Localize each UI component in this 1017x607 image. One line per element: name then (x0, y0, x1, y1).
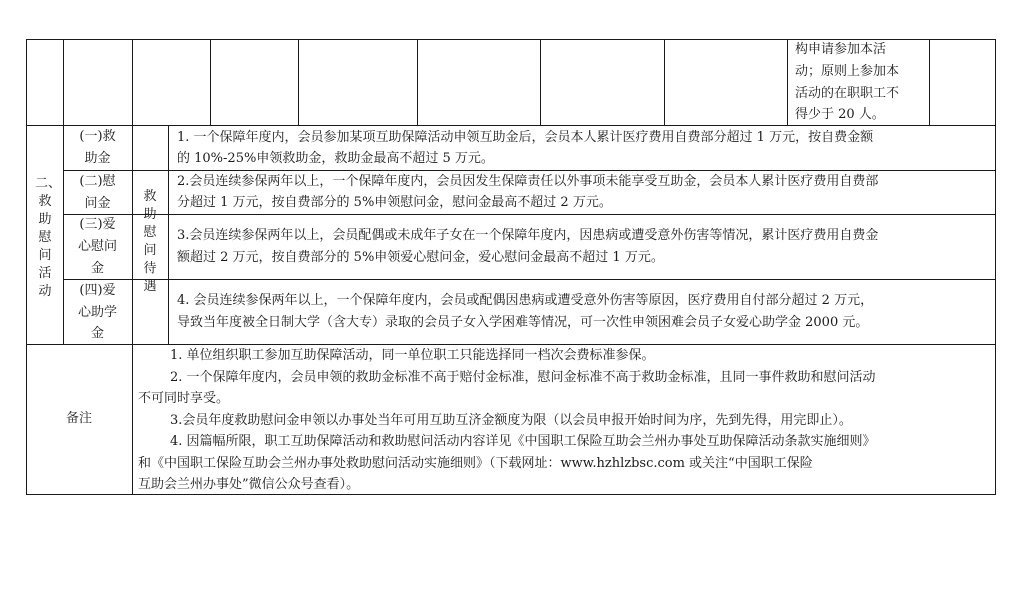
top-note-line-3: 活动的在职职工不 (795, 86, 900, 101)
notes-label: 备注 (65, 411, 92, 426)
item2-name-line-1: (二)慰 (79, 174, 116, 189)
note-line-3: 不可同时享受。 (138, 391, 230, 406)
item1-desc-line-2: 的 10%-25%申领救助金，救助金最高不超过 5 万元。 (177, 151, 494, 166)
item4-desc-line-1: 4. 会员连续参保两年以上，一个保障年度内，会员或配偶因患病或遭受意外伤害等原因，医疗费用自付部分超过 2 万元， (177, 293, 874, 308)
top-note-line-2: 动；原则上参加本 (795, 64, 900, 79)
table-right-border (995, 39, 996, 495)
note-line-7: 互助会兰州办事处”微信公众号查看）。 (138, 477, 360, 492)
item2-name-line-2: 问金 (84, 196, 111, 211)
note-line-6: 和《中国职工保险互助会兰州办事处救助慰问活动实施细则》（下载网址：www.hzhlzbsc.com 或关注“中国职工保险 (138, 456, 813, 471)
row-divider-3 (63, 279, 996, 280)
item2-desc-line-2: 分超过 1 万元，按自费部分的 5%申领慰问金，慰问金最高不超过 2 万元。 (177, 195, 612, 210)
top-note-line-1: 构申请参加本活 (795, 42, 887, 57)
top-col-divider-f (787, 39, 788, 126)
item4-name-line-2: 心助学 (77, 305, 117, 320)
item1-name-line-2: 助金 (84, 151, 111, 166)
top-col-divider-g (929, 39, 930, 126)
top-col-divider-d (540, 39, 541, 126)
note-line-4: 3.会员年度救助慰问金申领以办事处当年可用互助互济金额度为限（以会员申报开始时间为序，先到先得，用完即止）。 (170, 413, 852, 428)
item4-name-line-3: 金 (90, 326, 104, 341)
note-line-5: 4. 因篇幅所限，职工互助保障活动和救助慰问活动内容详见《中国职工保险互助会兰州办事处互助保障活动条款实施细则》 (170, 434, 876, 449)
item1-desc-line-1: 1. 一个保障年度内，会员参加某项互助保障活动申领互助金后，会员本人累计医疗费用自费部分超过 1 万元，按自费金额 (177, 130, 874, 145)
top-col-divider-e (664, 39, 665, 126)
item2-desc-line-1: 2.会员连续参保两年以上，一个保障年度内，会员因发生保障责任以外事项未能享受互助金，会员本人累计医疗费用自费部 (177, 174, 879, 189)
item4-desc-line-2: 导致当年度被全日制大学（含大专）录取的会员子女入学困难等情况，可一次性申领困难会员子女爱心助学金 2000 元。 (177, 315, 869, 330)
section2-title: 二、救助慰问活动 (35, 176, 62, 299)
note-line-2: 2. 一个保障年度内，会员申领的救助金标准不高于赔付金标准，慰问金标准不高于救助金标准，且同一事件救助和慰问活动 (170, 370, 876, 385)
item3-name-line-2: 心慰问 (77, 239, 117, 254)
col-divider-3 (168, 125, 169, 345)
top-col-divider-a (210, 39, 211, 126)
item3-name-line-3: 金 (90, 261, 104, 276)
section2-group-label: 救助慰问待遇 (143, 189, 157, 294)
row-divider-2 (63, 214, 996, 215)
item3-name-line-1: (三)爱 (79, 217, 116, 232)
item3-desc-line-2: 额超过 2 万元，按自费部分的 5%申领爱心慰问金，爱心慰问金最高不超过 1 万元。 (177, 250, 664, 265)
item3-desc-line-1: 3.会员连续参保两年以上，会员配偶或未成年子女在一个保障年度内，因患病或遭受意外伤害等情况，累计医疗费用自费金 (177, 228, 879, 243)
top-col-divider-b (298, 39, 299, 126)
top-col-divider-c (417, 39, 418, 126)
item1-name-line-1: (一)救 (79, 129, 116, 144)
top-note-line-4: 得少于 20 人。 (795, 107, 885, 122)
col-divider-2 (132, 39, 133, 495)
note-line-1: 1. 单位组织职工参加互助保障活动，同一单位职工只能选择同一档次会费标准参保。 (170, 348, 655, 363)
item4-name-line-1: (四)爱 (79, 283, 116, 298)
